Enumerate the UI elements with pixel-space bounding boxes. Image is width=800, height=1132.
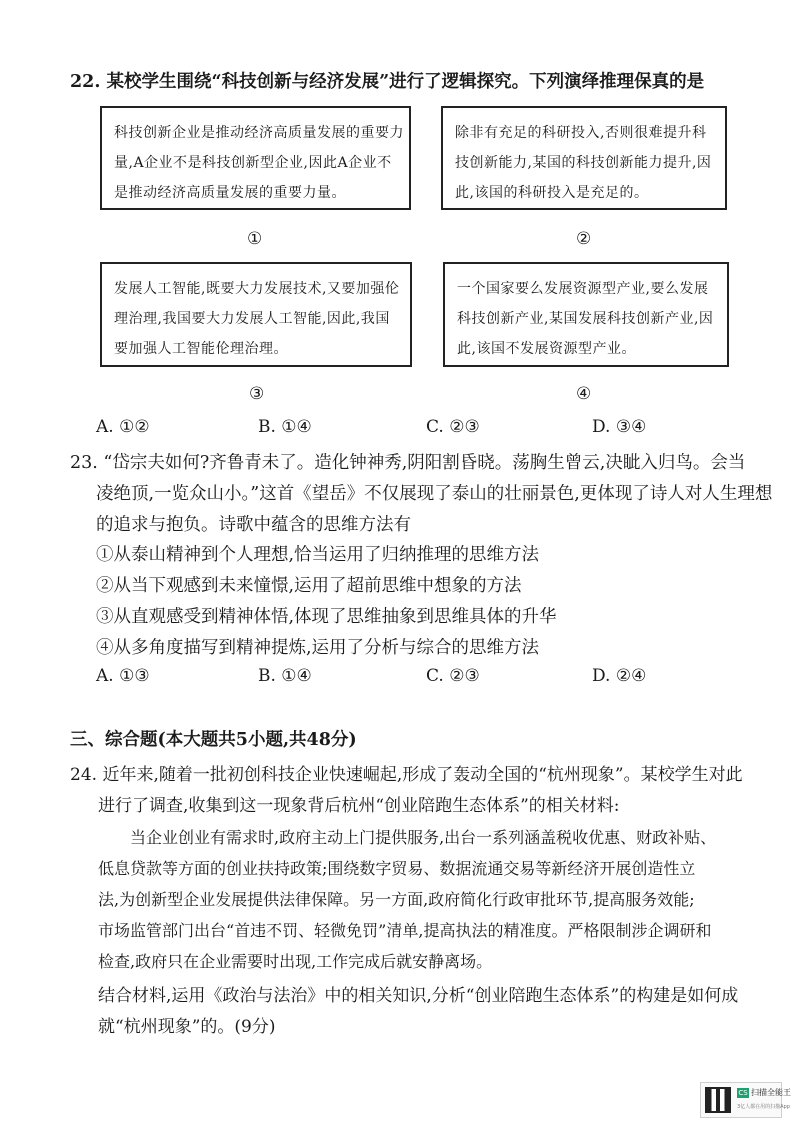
- section-3-title: 三、综合题(本大题共5小题,共48分): [70, 730, 357, 750]
- q23-stem-line: 凌绝顶,一览众山小。”这首《望岳》不仅展现了泰山的壮丽景色,更体现了诗人对人生理想: [96, 484, 773, 504]
- q24-material: [98, 822, 716, 977]
- q22-box-3-line: 要加强人工智能伦理治理。: [114, 341, 288, 357]
- watermark-subtitle: 3亿人都在用的扫描App: [737, 1104, 790, 1110]
- q22-box-4-line: 科技创新产业,某国发展科技创新产业,因: [457, 311, 714, 327]
- q23-items: [96, 540, 557, 664]
- q23-option-d[interactable]: D. ②④: [592, 666, 647, 686]
- q24-material-line: 当企业创业有需求时,政府主动上门提供服务,出台一系列涵盖税收优惠、财政补贴、: [130, 828, 717, 847]
- q22-box-3-line: 理治理,我国要大力发展人工智能,因此,我国: [114, 311, 390, 327]
- q22-box-2: [441, 106, 727, 210]
- q22-box-2-line: 除非有充足的科研投入,否则很难提升科: [455, 125, 707, 141]
- watermark-name: 扫描全能王: [751, 1088, 791, 1097]
- q23-stem: [70, 448, 772, 541]
- q22-option-d[interactable]: D. ③④: [592, 417, 647, 437]
- q23-item: ④从多角度描写到精神提炼,运用了分析与综合的思维方法: [96, 638, 540, 658]
- q22-box-4-line: 一个国家要么发展资源型产业,要么发展: [457, 281, 709, 297]
- q23-option-a[interactable]: A. ①③: [96, 666, 150, 686]
- q22-box-4-line: 此,该国不发展资源型产业。: [457, 341, 636, 357]
- q22-box-1-line: 是推动经济高质量发展的重要力量。: [114, 185, 346, 201]
- q22-box-3: [100, 262, 412, 367]
- q23-stem-line: 的追求与抱负。诗歌中蕴含的思维方法有: [96, 515, 411, 535]
- q22-box-1: [100, 106, 411, 210]
- q22-box-2-line: 技创新能力,某国的科技创新能力提升,因: [455, 155, 712, 171]
- q22-label-3: ③: [249, 384, 265, 404]
- cs-logo-icon: CS: [738, 1089, 748, 1097]
- q22-label-4: ④: [576, 384, 592, 404]
- q24-stem-line: 进行了调查,收集到这一现象背后杭州“创业陪跑生态体系”的相关材料:: [98, 796, 620, 816]
- q22-box-4: [443, 262, 729, 367]
- q23-item: ①从泰山精神到个人理想,恰当运用了归纳推理的思维方法: [96, 545, 540, 565]
- q24-task: [98, 981, 738, 1043]
- q24-material-line: 法,为创新型企业发展提供法律保障。另一方面,政府简化行政审批环节,提高服务效能;: [98, 890, 695, 909]
- q22-label-2: ②: [576, 229, 592, 249]
- q23-option-b[interactable]: B. ①④: [258, 666, 312, 686]
- q24-task-line: 结合材料,运用《政治与法治》中的相关知识,分析“创业陪跑生态体系”的构建是如何成: [98, 986, 739, 1006]
- q24-material-line: 市场监管部门出台“首违不罚、轻微免罚”清单,提高执法的精准度。严格限制涉企调研和: [98, 921, 712, 940]
- q23-stem-line: 23. “岱宗夫如何?齐鲁青未了。造化钟神秀,阴阳割昏晓。荡胸生曾云,决眦入归鸟。会当: [70, 453, 746, 473]
- q24-stem-line: 24. 近年来,随着一批初创科技企业快速崛起,形成了轰动全国的“杭州现象”。某校学生对此: [70, 765, 743, 785]
- scanner-watermark: [700, 1082, 791, 1118]
- q24-stem: [70, 760, 743, 822]
- q22-box-1-line: 科技创新企业是推动经济高质量发展的重要力: [114, 125, 404, 141]
- q22-box-3-line: 发展人工智能,既要大力发展技术,又要加强伦: [114, 281, 400, 297]
- q22-stem: 22. 某校学生围绕“科技创新与经济发展”进行了逻辑探究。下列演绎推理保真的是: [70, 72, 705, 92]
- q24-task-line: 就“杭州现象”的。(9分): [98, 1017, 276, 1037]
- q22-option-b[interactable]: B. ①④: [258, 417, 312, 437]
- q22-box-2-line: 此,该国的科研投入是充足的。: [455, 185, 649, 201]
- q24-material-line: 检查,政府只在企业需要时出现,工作完成后就安静离场。: [98, 952, 493, 971]
- q22-option-a[interactable]: A. ①②: [96, 417, 150, 437]
- q23-option-c[interactable]: C. ②③: [426, 666, 480, 686]
- q22-label-1: ①: [247, 229, 263, 249]
- q23-item: ②从当下观感到未来憧憬,运用了超前思维中想象的方法: [96, 576, 522, 596]
- qr-code-icon: [705, 1087, 731, 1113]
- q22-box-1-line: 量,A企业不是科技创新型企业,因此A企业不: [114, 155, 392, 171]
- q24-material-line: 低息贷款等方面的创业扶持政策;围绕数字贸易、数据流通交易等新经济开展创造性立: [98, 859, 696, 878]
- q23-item: ③从直观感受到精神体悟,体现了思维抽象到思维具体的升华: [96, 607, 557, 627]
- q22-option-c[interactable]: C. ②③: [426, 417, 480, 437]
